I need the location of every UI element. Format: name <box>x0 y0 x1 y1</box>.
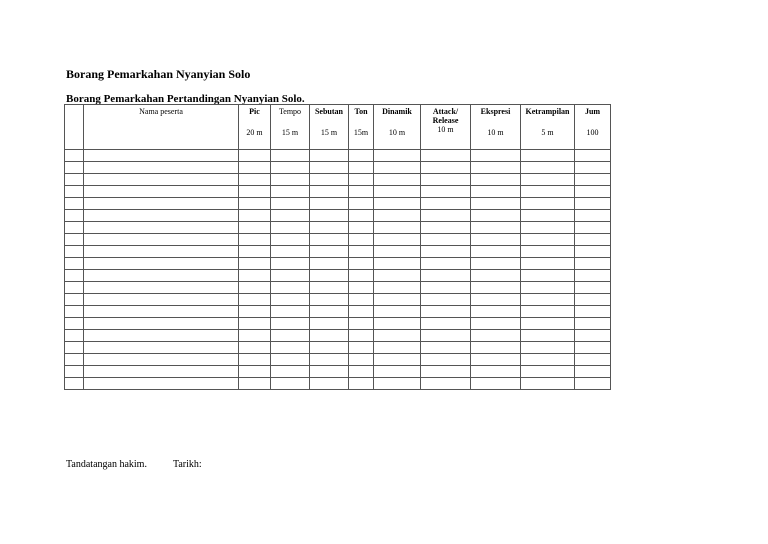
table-cell <box>374 210 421 222</box>
table-cell <box>471 162 521 174</box>
table-cell <box>421 354 471 366</box>
table-cell <box>421 198 471 210</box>
table-cell <box>271 222 310 234</box>
table-cell <box>310 246 349 258</box>
table-cell <box>271 366 310 378</box>
table-cell <box>471 366 521 378</box>
table-cell <box>310 330 349 342</box>
table-cell <box>349 270 374 282</box>
table-cell <box>471 378 521 390</box>
table-cell <box>84 186 239 198</box>
table-row <box>65 186 611 198</box>
table-cell <box>521 378 575 390</box>
table-cell <box>421 378 471 390</box>
table-cell <box>575 294 611 306</box>
table-cell <box>471 210 521 222</box>
table-cell <box>471 150 521 162</box>
table-cell <box>471 306 521 318</box>
signature-label: Tandatangan hakim. <box>66 459 147 470</box>
table-cell <box>84 282 239 294</box>
table-cell <box>239 378 271 390</box>
table-cell <box>575 150 611 162</box>
table-cell <box>575 258 611 270</box>
table-cell <box>349 186 374 198</box>
table-cell <box>239 282 271 294</box>
table-row <box>65 282 611 294</box>
table-cell <box>521 354 575 366</box>
table-row <box>65 294 611 306</box>
table-cell <box>310 354 349 366</box>
table-cell <box>65 306 84 318</box>
table-cell <box>421 366 471 378</box>
table-cell <box>349 222 374 234</box>
table-row <box>65 234 611 246</box>
header-sebutan: Sebutan 15 m <box>310 105 349 150</box>
table-cell <box>521 258 575 270</box>
marks-tempo: 15 m <box>281 128 299 137</box>
table-cell <box>575 342 611 354</box>
table-cell <box>471 330 521 342</box>
table-cell <box>471 222 521 234</box>
table-cell <box>310 150 349 162</box>
table-cell <box>310 282 349 294</box>
table-cell <box>239 186 271 198</box>
table-cell <box>65 234 84 246</box>
marks-pic: 20 m <box>246 128 263 137</box>
table-cell <box>575 354 611 366</box>
table-cell <box>65 174 84 186</box>
table-cell <box>575 306 611 318</box>
table-cell <box>471 282 521 294</box>
table-row <box>65 306 611 318</box>
table-row <box>65 258 611 270</box>
table-cell <box>471 342 521 354</box>
table-cell <box>349 282 374 294</box>
table-cell <box>374 306 421 318</box>
table-cell <box>374 162 421 174</box>
table-cell <box>521 150 575 162</box>
table-row <box>65 354 611 366</box>
table-cell <box>239 366 271 378</box>
header-dinamik: Dinamik 10 m <box>374 105 421 150</box>
table-cell <box>421 234 471 246</box>
header-tempo: Tempo 15 m <box>271 105 310 150</box>
table-cell <box>374 342 421 354</box>
table-cell <box>521 270 575 282</box>
table-cell <box>84 318 239 330</box>
table-cell <box>521 162 575 174</box>
table-cell <box>374 258 421 270</box>
table-cell <box>575 282 611 294</box>
table-cell <box>575 366 611 378</box>
table-cell <box>84 270 239 282</box>
table-cell <box>239 174 271 186</box>
table-cell <box>349 294 374 306</box>
table-cell <box>310 342 349 354</box>
footer <box>66 459 202 470</box>
table-cell <box>349 246 374 258</box>
table-cell <box>65 378 84 390</box>
marks-ton: 15m <box>353 128 369 137</box>
table-cell <box>349 150 374 162</box>
table-row <box>65 246 611 258</box>
table-cell <box>374 294 421 306</box>
table-cell <box>65 282 84 294</box>
table-cell <box>271 330 310 342</box>
table-cell <box>521 246 575 258</box>
table-cell <box>575 270 611 282</box>
table-cell <box>84 162 239 174</box>
table-cell <box>271 198 310 210</box>
table-cell <box>575 198 611 210</box>
table-row <box>65 162 611 174</box>
table-cell <box>65 294 84 306</box>
table-cell <box>65 162 84 174</box>
table-cell <box>471 234 521 246</box>
table-cell <box>239 306 271 318</box>
table-cell <box>575 186 611 198</box>
table-cell <box>239 342 271 354</box>
table-cell <box>84 246 239 258</box>
table-cell <box>65 258 84 270</box>
table-cell <box>271 258 310 270</box>
table-cell <box>471 174 521 186</box>
table-cell <box>65 270 84 282</box>
table-cell <box>575 318 611 330</box>
table-cell <box>374 318 421 330</box>
marks-jum: 100 <box>586 128 599 137</box>
table-row <box>65 174 611 186</box>
table-cell <box>271 294 310 306</box>
table-cell <box>521 186 575 198</box>
header-jum: Jum 100 <box>575 105 611 150</box>
date-label: Tarikh: <box>172 459 202 470</box>
table-cell <box>421 258 471 270</box>
table-cell <box>310 222 349 234</box>
table-cell <box>310 258 349 270</box>
table-cell <box>349 342 374 354</box>
table-cell <box>310 318 349 330</box>
table-cell <box>521 318 575 330</box>
table-cell <box>271 282 310 294</box>
table-cell <box>239 318 271 330</box>
table-cell <box>84 294 239 306</box>
table-cell <box>239 294 271 306</box>
table-cell <box>84 210 239 222</box>
table-cell <box>349 210 374 222</box>
table-cell <box>575 246 611 258</box>
table-cell <box>521 282 575 294</box>
table-cell <box>310 366 349 378</box>
table-cell <box>471 258 521 270</box>
table-cell <box>271 150 310 162</box>
table-cell <box>471 246 521 258</box>
marks-attack-release: 10 m <box>437 125 454 134</box>
table-cell <box>471 354 521 366</box>
table-cell <box>471 294 521 306</box>
table-cell <box>84 174 239 186</box>
table-cell <box>84 306 239 318</box>
header-nama-peserta: Nama peserta <box>84 105 239 150</box>
table-cell <box>239 198 271 210</box>
table-row <box>65 210 611 222</box>
header-pic: Pic 20 m <box>239 105 271 150</box>
table-cell <box>65 354 84 366</box>
table-cell <box>521 222 575 234</box>
table-body <box>65 150 611 390</box>
table-cell <box>239 210 271 222</box>
table-cell <box>239 354 271 366</box>
table-cell <box>374 246 421 258</box>
header-row <box>65 105 611 150</box>
table-cell <box>471 198 521 210</box>
table-cell <box>521 174 575 186</box>
table-cell <box>349 330 374 342</box>
table-cell <box>65 246 84 258</box>
table-row <box>65 378 611 390</box>
table-cell <box>421 150 471 162</box>
table-cell <box>310 306 349 318</box>
table-cell <box>84 258 239 270</box>
table-cell <box>521 366 575 378</box>
table-cell <box>349 354 374 366</box>
table-row <box>65 330 611 342</box>
table-row <box>65 270 611 282</box>
table-cell <box>521 234 575 246</box>
table-cell <box>575 162 611 174</box>
table-cell <box>521 330 575 342</box>
table-cell <box>471 186 521 198</box>
table-cell <box>271 354 310 366</box>
table-cell <box>271 162 310 174</box>
table-cell <box>65 198 84 210</box>
table-cell <box>421 270 471 282</box>
table-cell <box>84 150 239 162</box>
table-cell <box>65 342 84 354</box>
table-cell <box>65 210 84 222</box>
table-cell <box>310 378 349 390</box>
marks-ekspresi: 10 m <box>487 128 504 137</box>
table-cell <box>239 222 271 234</box>
table-cell <box>421 174 471 186</box>
table-cell <box>575 222 611 234</box>
table-cell <box>84 222 239 234</box>
marks-ketrampilan: 5 m <box>541 128 554 137</box>
marks-dinamik: 10 m <box>388 128 406 137</box>
table-cell <box>575 330 611 342</box>
table-cell <box>374 222 421 234</box>
table-cell <box>271 318 310 330</box>
table-cell <box>84 366 239 378</box>
table-cell <box>84 342 239 354</box>
table-cell <box>271 246 310 258</box>
table-cell <box>421 186 471 198</box>
table-cell <box>374 270 421 282</box>
table-cell <box>374 330 421 342</box>
table-cell <box>421 306 471 318</box>
table-cell <box>421 342 471 354</box>
table-cell <box>84 378 239 390</box>
table-cell <box>239 270 271 282</box>
table-cell <box>271 186 310 198</box>
table-cell <box>239 258 271 270</box>
table-cell <box>521 294 575 306</box>
table-cell <box>421 162 471 174</box>
table-cell <box>349 174 374 186</box>
table-cell <box>374 282 421 294</box>
table-cell <box>239 162 271 174</box>
table-cell <box>310 210 349 222</box>
table-cell <box>84 234 239 246</box>
table-cell <box>421 282 471 294</box>
table-cell <box>349 234 374 246</box>
table-cell <box>271 174 310 186</box>
table-row <box>65 318 611 330</box>
table-cell <box>84 354 239 366</box>
table-cell <box>310 294 349 306</box>
table-cell <box>271 306 310 318</box>
table-cell <box>575 378 611 390</box>
table-cell <box>84 330 239 342</box>
table-cell <box>521 342 575 354</box>
table-cell <box>65 222 84 234</box>
table-cell <box>374 366 421 378</box>
table-cell <box>310 186 349 198</box>
table-cell <box>239 234 271 246</box>
table-cell <box>65 318 84 330</box>
header-ekspresi: Ekspresi 10 m <box>471 105 521 150</box>
header-ketrampilan: Ketrampilan 5 m <box>521 105 575 150</box>
table-cell <box>65 330 84 342</box>
table-row <box>65 366 611 378</box>
table-cell <box>421 330 471 342</box>
header-number <box>65 105 84 150</box>
table-cell <box>310 234 349 246</box>
table-cell <box>471 270 521 282</box>
table-cell <box>421 246 471 258</box>
marks-sebutan: 15 m <box>320 128 338 137</box>
table-cell <box>349 306 374 318</box>
table-cell <box>374 186 421 198</box>
table-cell <box>374 150 421 162</box>
table-cell <box>421 210 471 222</box>
table-cell <box>65 150 84 162</box>
table-cell <box>349 162 374 174</box>
table-row <box>65 342 611 354</box>
header-attack-release: Attack/ Release 10 m <box>421 105 471 150</box>
table-cell <box>575 234 611 246</box>
table-cell <box>471 318 521 330</box>
table-row <box>65 198 611 210</box>
table-cell <box>271 378 310 390</box>
table-cell <box>374 174 421 186</box>
table-cell <box>421 318 471 330</box>
table-cell <box>421 294 471 306</box>
table-cell <box>421 222 471 234</box>
table-cell <box>575 174 611 186</box>
table-cell <box>521 210 575 222</box>
table-cell <box>521 198 575 210</box>
table-cell <box>349 258 374 270</box>
table-cell <box>65 186 84 198</box>
table-row <box>65 150 611 162</box>
table-cell <box>239 330 271 342</box>
table-cell <box>310 162 349 174</box>
table-cell <box>374 234 421 246</box>
table-cell <box>84 198 239 210</box>
form-subtitle: Borang Pemarkahan Pertandingan Nyanyian Solo. <box>66 93 305 105</box>
table-cell <box>310 174 349 186</box>
table-row <box>65 222 611 234</box>
table-cell <box>349 198 374 210</box>
table-cell <box>521 306 575 318</box>
table-cell <box>239 150 271 162</box>
table-cell <box>239 246 271 258</box>
header-ton: Ton 15m <box>349 105 374 150</box>
table-cell <box>310 270 349 282</box>
table-cell <box>65 366 84 378</box>
table-cell <box>374 198 421 210</box>
table-cell <box>271 342 310 354</box>
table-cell <box>271 210 310 222</box>
scoring-table <box>64 104 611 390</box>
table-cell <box>374 354 421 366</box>
page-title: Borang Pemarkahan Nyanyian Solo <box>66 67 251 81</box>
table-cell <box>575 210 611 222</box>
table-cell <box>349 366 374 378</box>
table-cell <box>271 234 310 246</box>
table-cell <box>271 270 310 282</box>
table-cell <box>349 378 374 390</box>
table-cell <box>310 198 349 210</box>
table-cell <box>374 378 421 390</box>
table-cell <box>349 318 374 330</box>
